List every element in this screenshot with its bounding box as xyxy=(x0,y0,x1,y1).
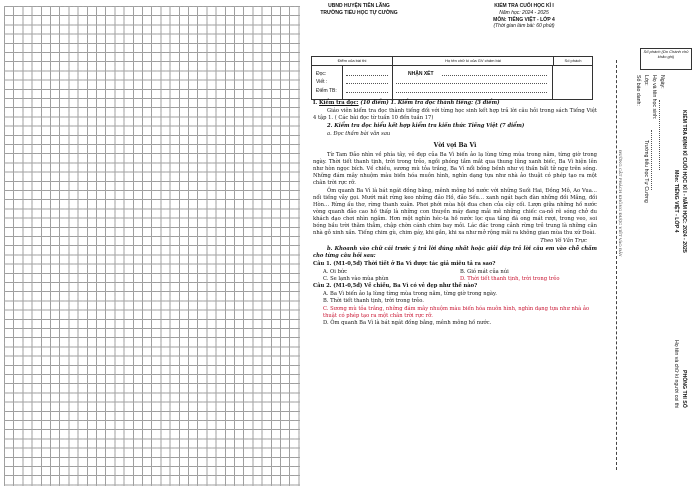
header-left xyxy=(309,3,409,17)
side-proctor-label: Họ tên và chữ kí người coi thi xyxy=(673,340,679,409)
q1-option-d[interactable]: D. Thời tiết thanh tịnh, trời trong trẻo xyxy=(460,276,560,283)
side-date-label: Ngày: xyxy=(659,75,665,89)
diem-tb-label: Điểm TB: xyxy=(316,88,337,94)
comment-label: NHẬN XÉT xyxy=(408,71,434,77)
answer-grid-area xyxy=(0,0,304,491)
side-panel xyxy=(615,0,695,491)
score-table xyxy=(311,56,593,100)
subject: MÔN: TIẾNG VIỆT - LỚP 4 xyxy=(493,16,555,23)
side-student-name-label: Họ và tên học sinh: xyxy=(651,75,657,120)
grid-cells xyxy=(4,6,300,486)
grader-col-header: Họ tên chữ kí của GV chấm bài xyxy=(393,57,554,65)
school-year: Năm học: 2024 - 2025 xyxy=(499,9,549,16)
side-sbd-label: Số báo danh: xyxy=(635,75,641,106)
viet-label: Viết : xyxy=(316,79,328,85)
section-1-desc: Giáo viên kiểm tra đọc thành tiếng đối với từng học sinh kết hợp trả lời câu hỏi trong sách Tiếng Việt 4 tập 1. ( Các bài đọc từ tuần 10 đến tuần 17) xyxy=(313,108,597,122)
exam-body xyxy=(313,100,597,327)
side-room-label: PHÒNG THI SỐ xyxy=(681,370,687,408)
q2-option-b[interactable]: B. Thời tiết thanh tịnh, trời trong trẻo. xyxy=(323,298,424,305)
exam-document xyxy=(309,0,609,491)
district-name: UBND HUYỆN TIÊN LÃNG xyxy=(328,3,390,9)
side-subject: Môn: TIẾNG VIỆT - LỚP 4 xyxy=(673,170,679,233)
doc-label: Đọc: xyxy=(316,71,327,77)
header-right xyxy=(449,3,599,30)
school-name: TRƯỜNG TIỂU HỌC TỰ CƯỜNG xyxy=(320,9,398,16)
section-2-heading: 2. Kiểm tra đọc hiểu kết hợp kiểm tra kiến thức Tiếng Việt (7 điểm) xyxy=(327,123,525,130)
story-author: Theo Võ Văn Trực xyxy=(540,238,587,245)
score-col-header: Điểm của bài thi xyxy=(312,57,393,65)
story-paragraph-2: Ôm quanh Ba Vì là bát ngát đồng bằng, mênh mông hồ nước với những Suối Hai, Đồng Mô, Ao Vua… nổi tiếng vẫy gọi. Mướt mát rừng keo những đảo Hồ, đảo Sếu… xanh ngát bạch đàn những đồi Măng, đồi Hòn… Rừng ấu thơ, rừng thanh xuân. Phơi phới mùa hội đua chen của cây cối. Lượn giữa những hồ nước vòng quanh đảo cao hồ thấp là những con thuyền máy đang mải mê những chiếc ca-nô rẽ sóng chở du khách dạo chơi nhìn ngắm. Hơn một nghìn héc-ta hồ nước lọc qua tầng đá ong mát rượi, trong veo, soi bóng bầu trời thăm thẳm, chập chờn cánh chim bay mỏi. Lác đác trong cảnh rừng trẻ trung là những căn nhà gỗ xinh xắn. Tiếng chim gù, chim gáy, khi gần, khi xa như mở rộng mãi ra không gian mùa thu xứ Đoài. xyxy=(313,188,597,237)
q2-option-a[interactable]: A. Ba Vì biến ảo lạ lùng từng mùa trong năm, từng giờ trong ngày. xyxy=(323,291,497,298)
section-1-heading: I. Kiểm tra đọc: (10 điểm) 1. Kiểm tra đọc thành tiếng: (3 điểm) xyxy=(313,100,500,106)
time-limit: (Thời gian làm bài: 60 phút) xyxy=(493,23,555,30)
side-class-label: Lớp: xyxy=(643,75,649,86)
phach-col-header: Số phách xyxy=(564,58,582,64)
side-school-name: Trường tiểu học Tự Cường xyxy=(643,140,649,203)
story-paragraph-1: Từ Tam Đảo nhìn về phía tây, vẻ đẹp của Ba Vì biến ảo lạ lùng từng mùa trong năm, từng giờ trong ngày. Thời tiết thanh tịnh, trời trong trẻo, ngồi phóng tầm mắt qua thung lũng xanh biếc, Ba Vì hiện lên như hòn ngọc bích. Về chiều, sương mù tỏa trắng, Ba Vì nổi bồng bềnh như vị thần bất tử ngự trên sóng. Những đám mây nhuộm màu biến hóa muôn hình, nghìn dạng tựa như nhà ảo thuật có phép tạo ra một chân trời rực rỡ. xyxy=(313,152,597,187)
q2-option-d[interactable]: D. Ôm quanh Ba Vì là bát ngát đồng bằng, mênh mông hồ nước. xyxy=(323,319,492,326)
question-1: Câu 1. (M1-0,5đ) Thời tiết ở Ba Vì được tác giả miêu tả ra sao? xyxy=(313,261,496,268)
section-2a: a. Đọc thầm bài văn sau xyxy=(327,131,391,138)
question-2: Câu 2. (M1-0,5đ) Về chiều, Ba Vì có vẻ đẹp như thế nào? xyxy=(313,283,478,290)
exam-title: KIỂM TRA CUỐI HỌC KÌ I xyxy=(494,3,554,9)
phach-box: Số phách (Do Chánh chủ khảo ghi) xyxy=(640,48,692,70)
story-title: Vời vợi Ba Vì xyxy=(433,142,477,150)
q1-option-b[interactable]: B. Gió mát của núi xyxy=(460,269,509,276)
q1-option-c[interactable]: C. Se lạnh vào mùa phùn xyxy=(323,276,389,283)
q1-option-a[interactable]: A. Oi bức xyxy=(323,269,348,276)
q2-option-c[interactable]: C. Sương mù tỏa trắng, những đám mây nhuộm màu biến hóa muôn hình, nghìn dạng tựa như nhà ảo thuật có phép tạo ra một chân trời rực rỡ. xyxy=(323,305,590,319)
side-exam-title: KIỂM TRA ĐỊNH KÌ CUỐI HỌC KÌ I - NĂM HỌC: 2024 - 2025 xyxy=(681,110,687,253)
cut-line-label: ĐƯỜNG CẮT PHÁCH KHÔNG ĐƯỢC VIẾT VÀO ĐÂY xyxy=(618,150,623,257)
part-b-instruction: b. Khoanh vào chữ cái trước ý trả lời đúng nhất hoặc giải đáp trả lời câu em vào chỗ chấm cho từng câu hỏi sau: xyxy=(313,246,597,260)
